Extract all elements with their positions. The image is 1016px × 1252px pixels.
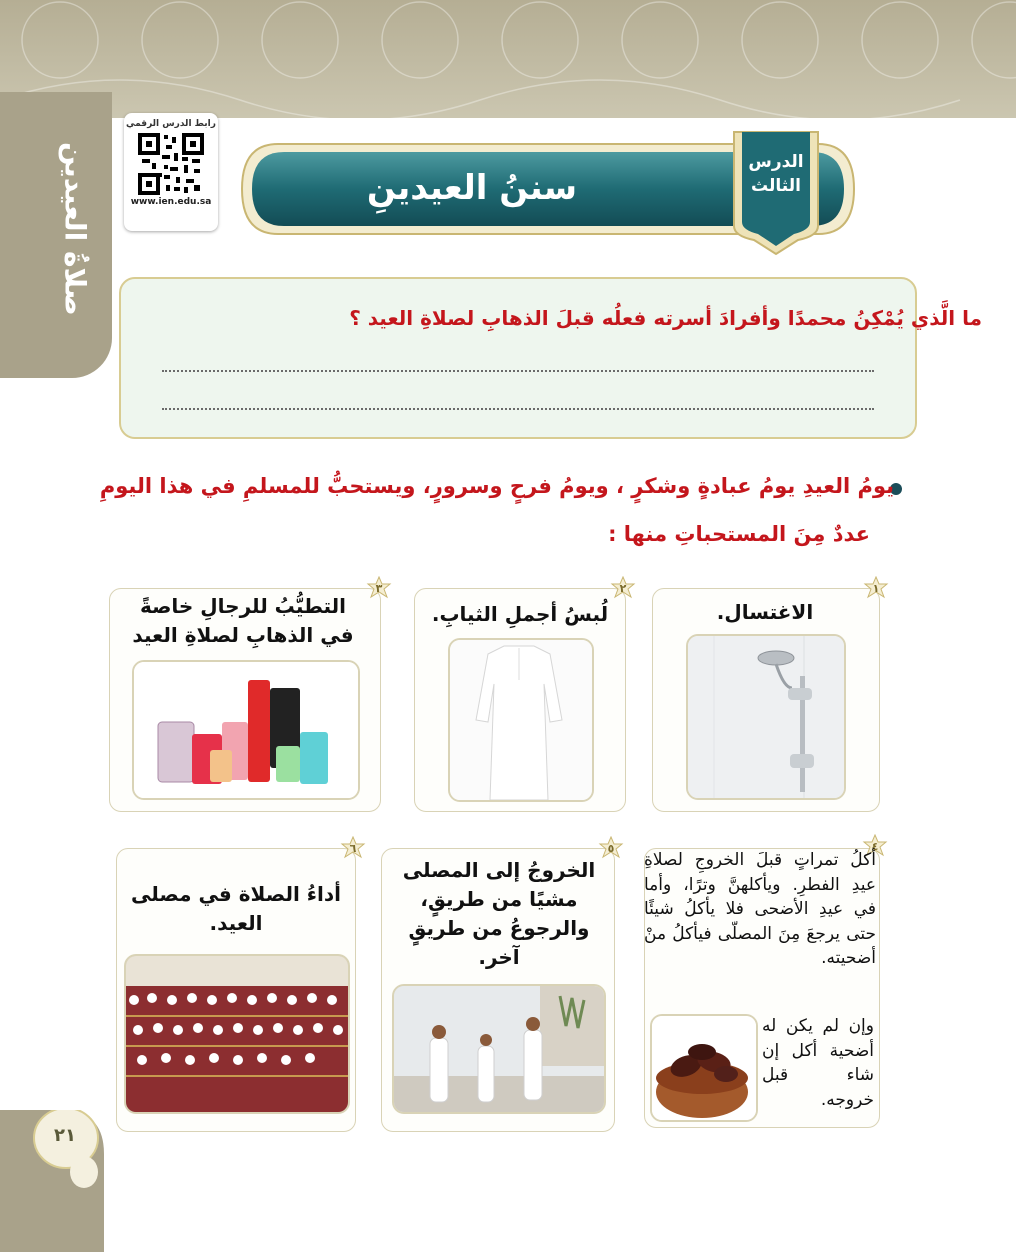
walking-photo <box>392 984 606 1114</box>
prayer-photo <box>124 954 350 1114</box>
eid-prayer-crowd-icon <box>124 956 348 1114</box>
qr-code-icon[interactable] <box>138 133 204 195</box>
item-number: ٦ <box>349 842 357 855</box>
item-number: ٤ <box>871 840 879 853</box>
side-chapter-title: صلاةُ العيدين <box>58 142 92 316</box>
item-number: ١ <box>872 582 880 595</box>
dates-photo <box>650 1014 758 1122</box>
item-number: ٣ <box>375 582 383 595</box>
item-title-line: العيد. <box>209 911 263 935</box>
lesson-number <box>736 150 816 198</box>
item-title-line: الخروجُ إلى المصلى <box>402 858 596 882</box>
item-title-line: التطيُّبُ للرجالِ خاصةً <box>139 594 347 618</box>
intro-line-1: يومُ العيدِ يومُ عبادةٍ وشكرٍ ، ويومُ فرحٍ وسرورٍ، ويستحبُّ للمسلمِ في هذا اليومِ <box>99 474 894 498</box>
header-pattern <box>0 0 1016 118</box>
lesson-label: الدرس <box>748 152 804 172</box>
item-title-line: في الذهابِ لصلاةِ العيد <box>132 623 354 647</box>
intro-line-2: عددٌ مِنَ المستحباتِ منها : <box>608 522 870 546</box>
shower-photo <box>686 634 846 800</box>
qr-card[interactable] <box>124 113 218 231</box>
item-description-extra: وإن لم يكن له أضحية أكل إن شاء قبل خروجه. <box>762 1016 874 1110</box>
item-title <box>388 856 610 972</box>
thobe-icon <box>448 640 592 802</box>
lesson-ordinal: الثالث <box>751 176 801 196</box>
question-text: ما الَّذي يُمْكِنُ محمدًا وأفرادَ أسرته فعلُه قبلَ الذهابِ لصلاةِ العيد ؟ <box>349 306 982 330</box>
answer-line-2[interactable] <box>162 408 874 410</box>
perfume-photo <box>132 660 360 800</box>
item-number: ٢ <box>619 582 627 595</box>
shower-icon <box>686 636 844 800</box>
dates-bowl-icon <box>650 1016 756 1122</box>
item-title-line: والرجوعُ من طريقٍ آخر. <box>408 916 590 969</box>
page-number: ٢١ <box>54 1125 76 1146</box>
item-title-line: مشيًا من طريقٍ، <box>420 887 578 911</box>
item-title: الاغتسال. <box>716 600 814 624</box>
item-number: ٥ <box>607 842 615 855</box>
thobe-photo <box>448 638 594 802</box>
item-title: لُبسُ أجملِ الثيابِ. <box>431 602 609 626</box>
people-walking-icon <box>392 986 604 1114</box>
item-description: أكلُ تمراتٍ قبلَ الخروجِ لصلاةِ عيدِ الفطرِ. ويأكلهنَّ وترًا، وأما في عيدِ الأضحى فلا يأكلُ شيئًا حتى يرجعَ مِنَ المصلّى فيأكلُ منْ أضحيته. <box>644 850 876 968</box>
answer-line-1[interactable] <box>162 370 874 372</box>
perfume-bottles-icon <box>132 662 358 800</box>
item-title <box>122 880 350 938</box>
item-title <box>118 592 368 650</box>
question-box <box>119 277 917 439</box>
item-title-line: أداءُ الصلاة في مصلى <box>131 882 341 906</box>
qr-url[interactable]: www.ien.edu.sa <box>130 197 212 207</box>
lesson-title: سننُ العيدينِ <box>366 168 578 208</box>
qr-label: رابط الدرس الرقمي <box>126 119 216 129</box>
